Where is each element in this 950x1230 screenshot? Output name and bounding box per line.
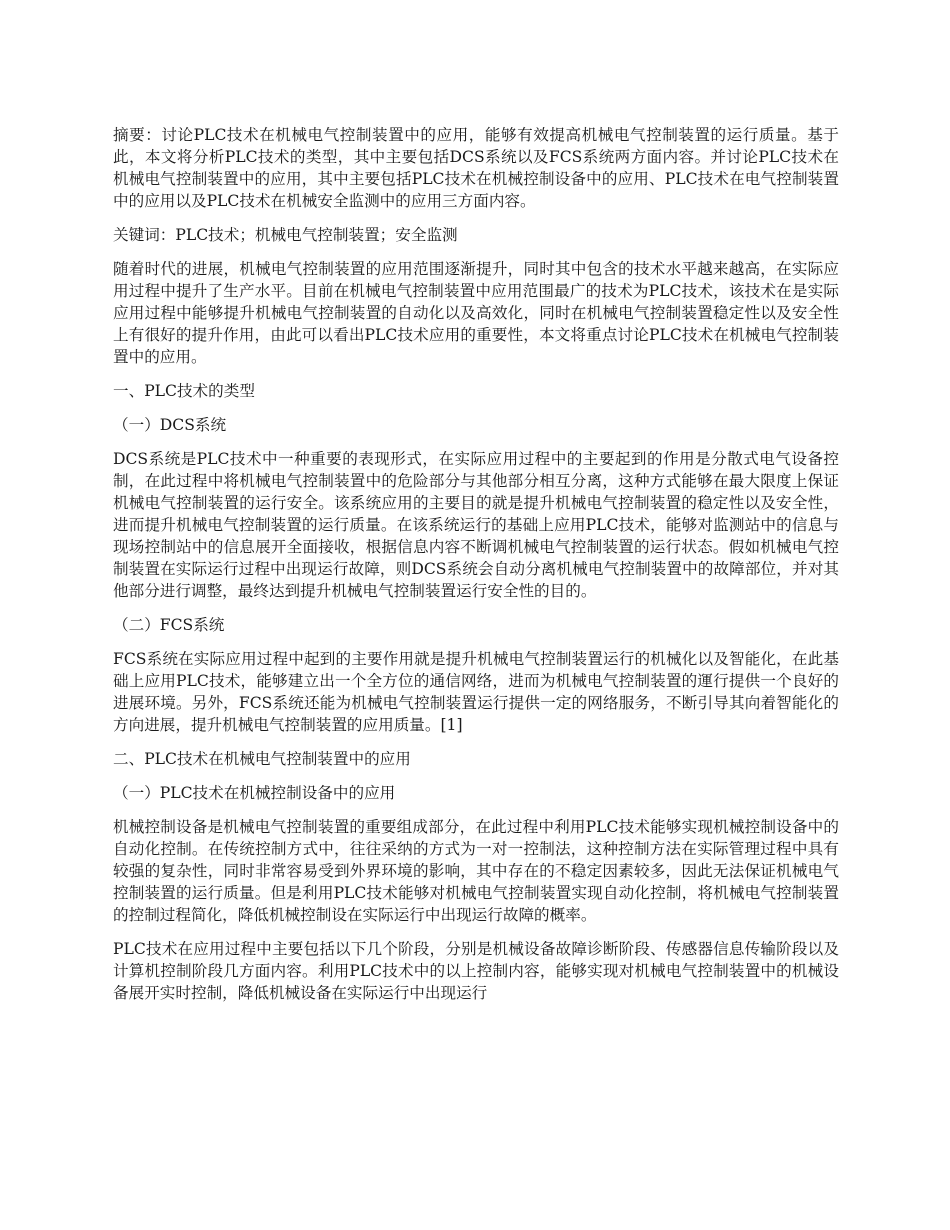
abstract-paragraph: 摘要：讨论PLC技术在机械电气控制装置中的应用，能够有效提高机械电气控制装置的运行质量。基于此，本文将分析PLC技术的类型，其中主要包括DCS系统以及FCS系统两方面内容。并讨论PLC技术在机械电气控制装置中的应用，其中主要包括PLC技术在机械控制设备中的应用、PLC技术在电气控制装置中的应用以及PLC技术在机械安全监测中的应用三方面内容。 (113, 126, 839, 210)
section-1-2-heading: （二）FCS系统 (113, 616, 225, 634)
document-page (113, 124, 839, 1016)
section-1-1-paragraph: DCS系统是PLC技术中一种重要的表现形式，在实际应用过程中的主要起到的作用是分散式电气设备控制，在此过程中将机械电气控制装置中的危险部分与其他部分相互分离，这种方式能够在最大限度上保证机械电气控制装置的运行安全。该系统应用的主要目的就是提升机械电气控制装置的稳定性以及安全性，进而提升机械电气控制装置的运行质量。在该系统运行的基础上应用PLC技术，能够对监测站中的信息与现场控制站中的信息展开全面接收，根据信息内容不断调机械电气控制装置的运行状态。假如机械电气控制装置在实际运行过程中出现运行故障，则DCS系统会自动分离机械电气控制装置中的故障部位，并对其他部分进行调整，最终达到提升机械电气控制装置运行安全性的目的。 (113, 450, 839, 600)
section-1-1-heading: （一）DCS系统 (113, 416, 227, 434)
section-2-1-heading: （一）PLC技术在机械控制设备中的应用 (113, 784, 396, 802)
section-1-2-paragraph: FCS系统在实际应用过程中起到的主要作用就是提升机械电气控制装置运行的机械化以及智能化，在此基础上应用PLC技术，能够建立出一个全方位的通信网络，进而为机械电气控制装置的運行提供一个良好的进展环境。另外，FCS系统还能为机械电气控制装置运行提供一定的网络服务，不断引导其向着智能化的方向进展，提升机械电气控制装置的应用质量。[1] (113, 650, 839, 734)
intro-paragraph: 随着时代的进展，机械电气控制装置的应用范围逐渐提升，同时其中包含的技术水平越来越高，在实际应用过程中提升了生产水平。目前在机械电气控制装置中应用范围最广的技术为PLC技术，该技术在是实际应用过程中能够提升机械电气控制装置的自动化以及高效化，同时在机械电气控制装置稳定性以及安全性上有很好的提升作用，由此可以看出PLC技术应用的重要性，本文将重点讨论PLC技术在机械电气控制装置中的应用。 (113, 260, 839, 366)
section-2-1-paragraph-2: PLC技术在应用过程中主要包括以下几个阶段，分别是机械设备故障诊断阶段、传感器信息传输阶段以及计算机控制阶段几方面内容。利用PLC技术中的以上控制内容，能够实现对机械电气控制装置中的机械设备展开实时控制，降低机械设备在实际运行中出现运行 (113, 940, 839, 1002)
keywords-line: 关键词：PLC技术；机械电气控制装置；安全监测 (113, 226, 458, 244)
section-2-heading: 二、PLC技术在机械电气控制装置中的应用 (113, 750, 411, 768)
section-1-heading: 一、PLC技术的类型 (113, 382, 255, 400)
section-2-1-paragraph-1: 机械控制设备是机械电气控制装置的重要组成部分，在此过程中利用PLC技术能够实现机械控制设备中的自动化控制。在传统控制方式中，往往采纳的方式为一对一控制法，这种控制方法在实际管理过程中具有较强的复杂性，同时非常容易受到外界环境的影响，其中存在的不稳定因素较多，因此无法保证机械电气控制装置的运行质量。但是利用PLC技术能够对机械电气控制装置实现自动化控制，将机械电气控制装置的控制过程简化，降低机械控制设在实际运行中出现运行故障的概率。 (113, 818, 839, 924)
